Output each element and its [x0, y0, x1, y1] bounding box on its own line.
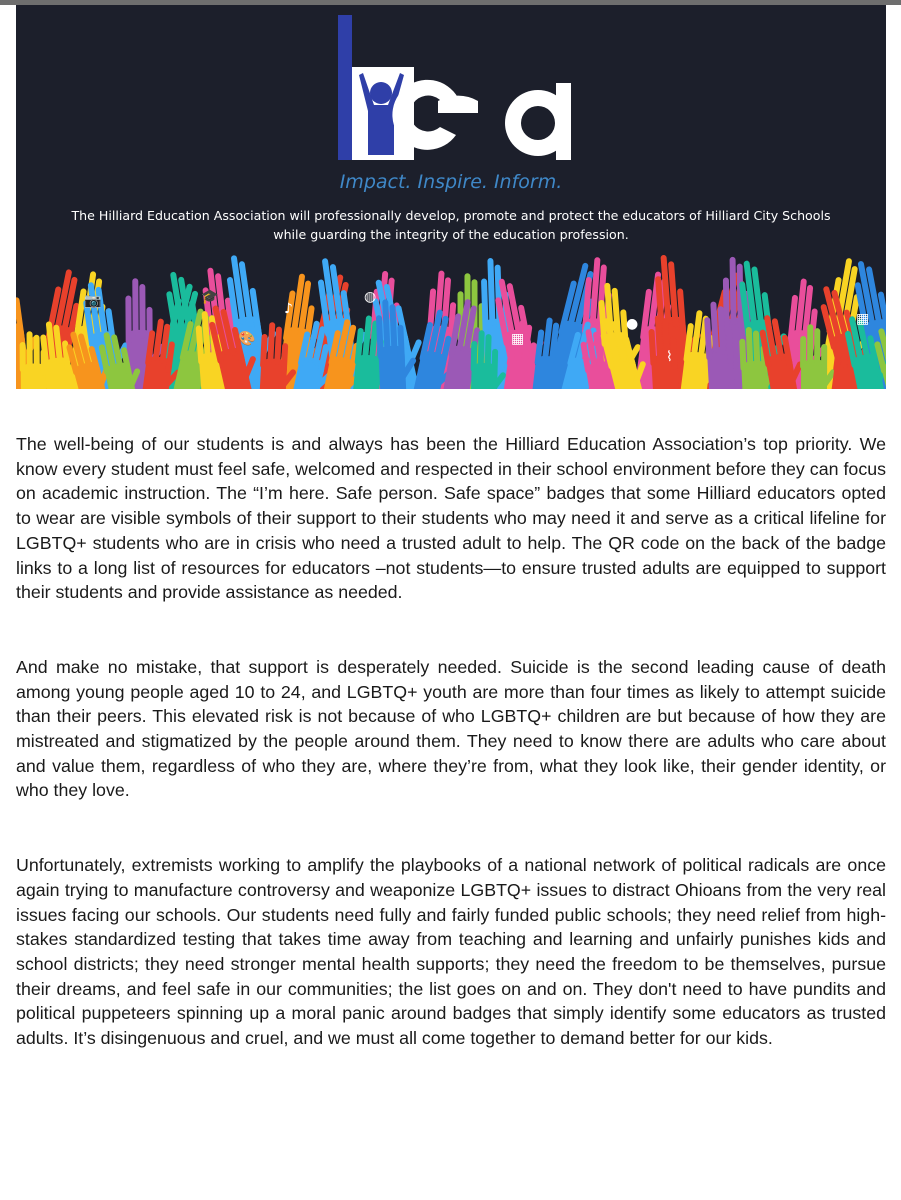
music-note-icon: ♪	[284, 301, 293, 317]
paragraph-3: Unfortunately, extremists working to amplify the playbooks of a national network of political radicals are once again trying to manufacture controversy and weaponize LGBTQ+ issues to distract Ohioans from the very real issues facing our schools. Our students need fully and fairly funded public schools; they need relief from high-stakes standardized testing that takes time away from teaching and learning and unfairly punishes kids and school districts; they need stronger mental health supports; they need the freedom to be themselves, pursue their dreams, and feel safe in our communities; the list goes on and on. They don't need to have pundits and political puppeteers spinning up a moral panic around badges that simply identify some educators as trusted adults. It’s disingenuous and cruel, and we must all come together to demand better for our kids.	[16, 855, 886, 1049]
hea-banner	[16, 5, 886, 389]
article-body	[16, 432, 886, 1051]
raised-hands-illustration	[16, 243, 886, 389]
logo-e	[392, 80, 478, 150]
palette-icon: 🎨	[238, 331, 256, 347]
logo-person-head	[370, 82, 392, 104]
mission-statement	[16, 206, 886, 244]
logo-a-stem	[556, 83, 571, 160]
grid-calculator-icon: ▦	[856, 311, 870, 327]
tagline: Impact. Inspire. Inform.	[339, 171, 563, 193]
graduation-cap-icon: 🎓	[201, 289, 219, 305]
logo-text: hea	[16, 5, 18, 6]
mission-line-2: while guarding the integrity of the education profession.	[273, 227, 629, 242]
dna-icon: ⌇	[666, 349, 673, 365]
logo-h-stem	[338, 15, 352, 160]
paragraph-2: And make no mistake, that support is desperately needed. Suicide is the second leading cause of death among young people aged 10 to 24, and LGBTQ+ youth are more than four times as likely to attempt suicide than their peers. This elevated risk is not because of who LGBTQ+ children are but because of how they are mistreated and stigmatized by the people around them. They need to know there are adults who care about and value them, regardless of who they are, where they’re from, what they look like, their gender identity, or who they love.	[16, 656, 886, 801]
calculator-icon: ▦	[511, 331, 525, 347]
mission-line-1: The Hilliard Education Association will professionally develop, promote and protect the educators of Hilliard City Schools	[71, 208, 831, 223]
hea-logo	[16, 5, 886, 175]
globe-icon: ◍	[364, 289, 377, 305]
apple-icon: ●	[626, 316, 639, 332]
camera-icon: 📷	[84, 293, 102, 309]
paragraph-1: The well-being of our students is and always has been the Hilliard Education Association’s top priority. We know every student must feel safe, welcomed and respected in their school environment before they can focus on academic instruction. The “I’m here. Safe person. Safe space” badges that some Hilliard educators opted to wear are visible symbols of their support to their students who may need it and serve as a critical lifeline for LGBTQ+ students who are in crisis who need a trusted adult to help. The QR code on the back of the badge links to a long list of resources for educators –not students—to ensure trusted adults are equipped to support their students and provide assistance as needed.	[16, 434, 886, 603]
